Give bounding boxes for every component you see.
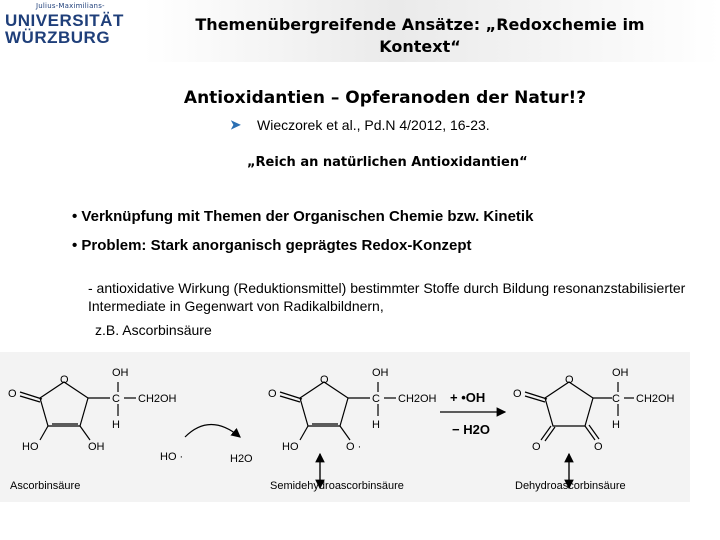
atom-label: H — [112, 419, 120, 431]
compound-label: Dehydroascorbinsäure — [515, 480, 626, 492]
atom-label: H — [612, 419, 620, 431]
atom-label: H — [372, 419, 380, 431]
logo-line1: UNIVERSITÄT — [5, 11, 124, 30]
logo-small-text: Julius-Maximilians- — [36, 2, 105, 10]
atom-label: O — [320, 374, 329, 386]
curved-arrow-icon — [185, 425, 240, 438]
slide-subtitle: Antioxidantien – Opferanoden der Natur!? — [183, 88, 587, 108]
example-text: z.B. Ascorbinsäure — [95, 322, 212, 338]
atom-label: CH2OH — [398, 393, 437, 405]
logo-line2: WÜRZBURG — [5, 28, 111, 47]
atom-label: OH — [612, 367, 629, 379]
step-minus-label: − H2O — [452, 422, 490, 437]
bullet-1: • Verknüpfung mit Themen der Organischen Chemie bzw. Kinetik — [72, 208, 534, 225]
atom-label: OH — [88, 441, 105, 453]
slide-title: Themenübergreifende Ansätze: „Redoxchemie im Kontext“ — [195, 15, 645, 56]
atom-label: O — [513, 388, 522, 400]
reaction-scheme — [0, 352, 690, 502]
atom-label: O — [594, 441, 603, 453]
compound-label: Ascorbinsäure — [10, 480, 81, 492]
atom-label: O — [60, 374, 69, 386]
atom-label: C — [112, 393, 120, 405]
atom-label: OH — [112, 367, 129, 379]
quote-text: „Reich an natürlichen Antioxidantien“ — [247, 155, 528, 170]
atom-label: OH — [372, 367, 389, 379]
atom-label: HO — [22, 441, 39, 453]
water-label: H2O — [230, 453, 253, 465]
dehydroascorbic-acid-structure — [513, 367, 675, 492]
ascorbic-acid-structure — [8, 367, 177, 492]
detail-text: - antioxidative Wirkung (Reduktionsmittel) bestimmter Stoffe durch Bildung resonanzstabilisierter Intermediate in Gegenwart von Radikalbildnern, — [88, 280, 686, 314]
university-logo — [0, 0, 140, 58]
atom-label: C — [612, 393, 620, 405]
compound-label: Semidehydroascorbinsäure — [270, 480, 404, 492]
reference-text: Wieczorek et al., Pd.N 4/2012, 16-23. — [257, 117, 490, 133]
atom-label: O — [268, 388, 277, 400]
semidehydroascorbic-acid-structure — [268, 367, 437, 492]
reagent-label: HO · — [160, 451, 184, 463]
atom-label: O — [565, 374, 574, 386]
atom-label: CH2OH — [636, 393, 675, 405]
bullet-2: • Problem: Stark anorganisch geprägtes Redox-Konzept — [72, 237, 472, 254]
reaction-scheme-diagram — [0, 352, 690, 502]
atom-label: HO — [282, 441, 299, 453]
atom-label: C — [372, 393, 380, 405]
step-plus-label: + •OH — [450, 390, 486, 405]
atom-label: O — [532, 441, 541, 453]
atom-label: CH2OH — [138, 393, 177, 405]
arrow-bullet-icon: ➤ — [230, 117, 241, 132]
atom-label: O — [8, 388, 17, 400]
atom-label: O · — [346, 441, 362, 453]
